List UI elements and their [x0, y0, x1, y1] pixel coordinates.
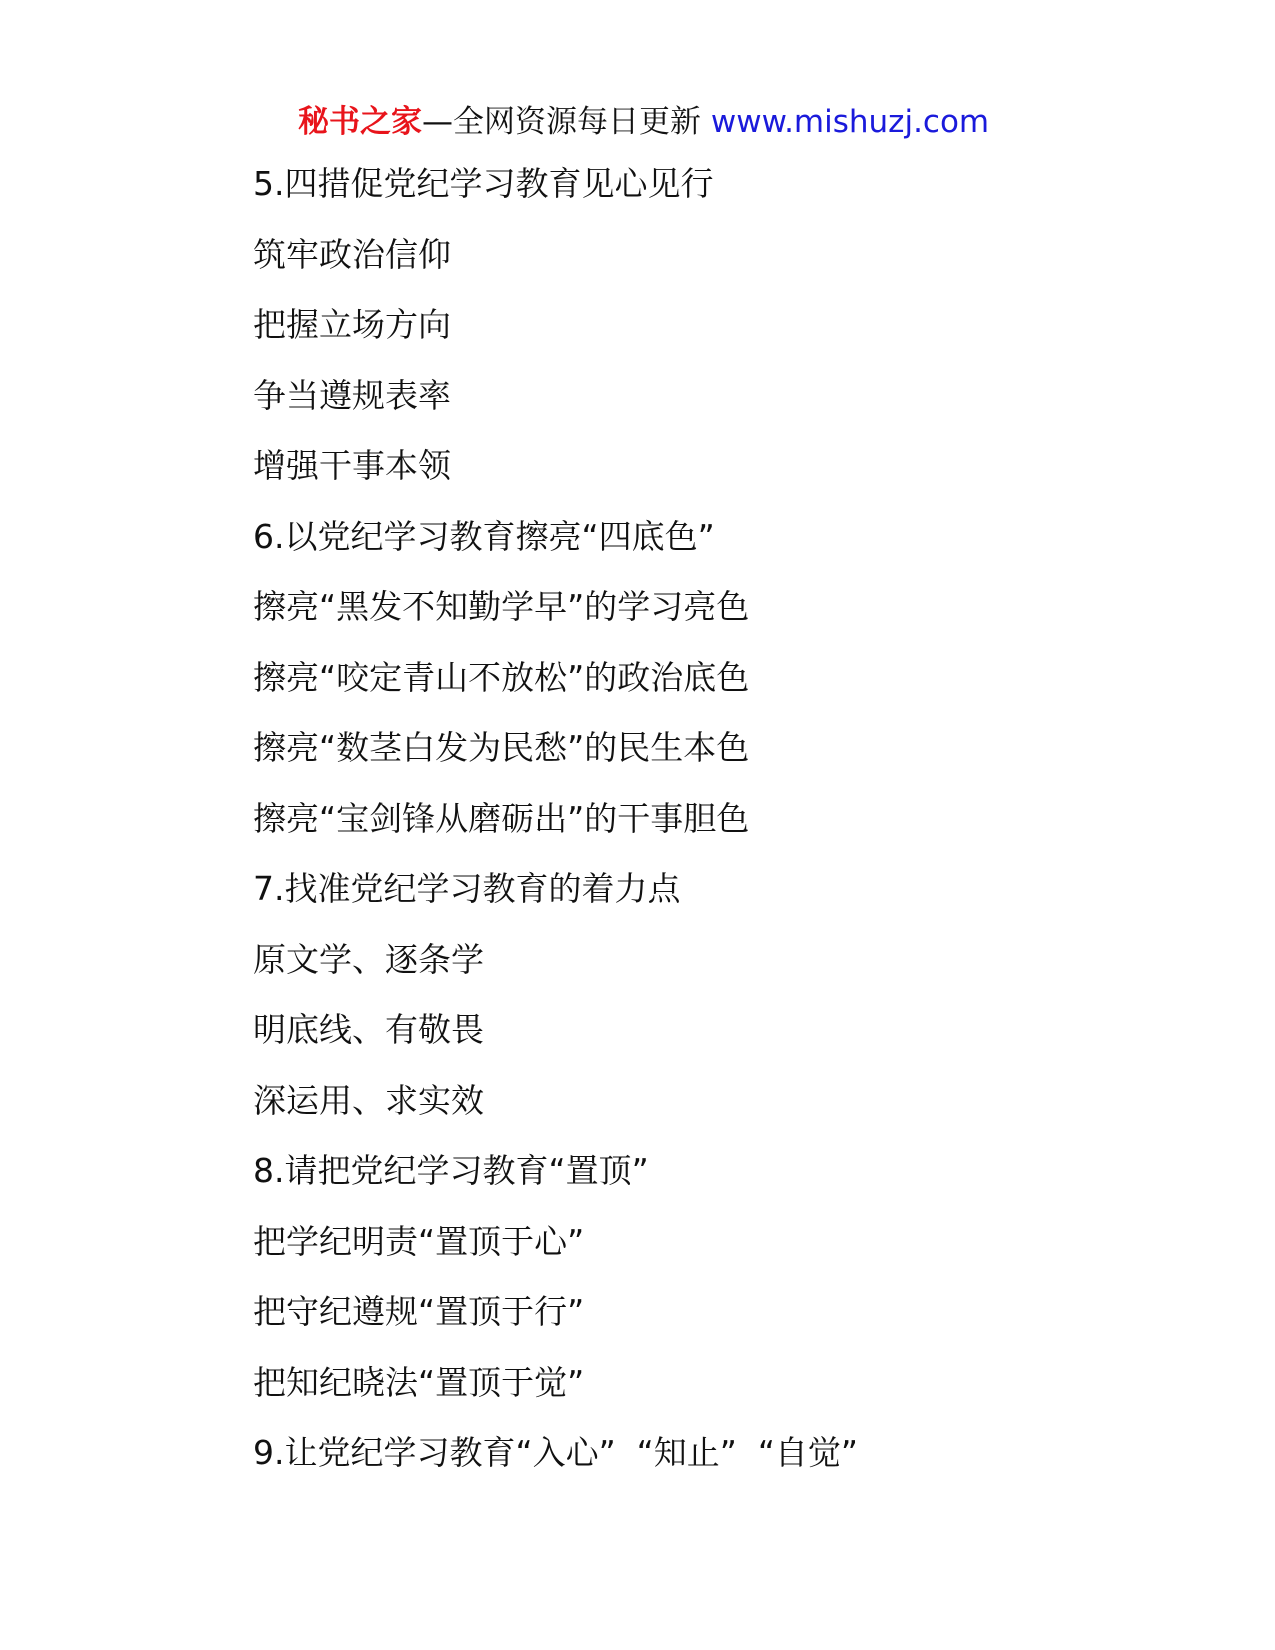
document-body [253, 158, 1153, 1498]
list-item: 把握立场方向 [253, 305, 451, 344]
list-item: 擦亮“宝剑锋从磨砺出”的干事胆色 [253, 798, 750, 838]
list-item: 明底线、有敬畏 [253, 1010, 484, 1049]
brand-name: 秘书之家 [298, 104, 422, 140]
list-item: 把知纪晓法“置顶于觉” [253, 1362, 585, 1402]
list-item: 把守纪遵规“置顶于行” [253, 1292, 585, 1331]
section-heading-8: 8.请把党纪学习教育“置顶” [253, 1151, 649, 1190]
page-header [298, 100, 989, 144]
section-heading-6: 6.以党纪学习教育擦亮“四底色” [253, 516, 715, 556]
list-item: 把学纪明责“置顶于心” [253, 1221, 585, 1261]
list-item: 筑牢政治信仰 [253, 234, 451, 274]
section-heading-7: 7.找准党纪学习教育的着力点 [253, 869, 681, 908]
site-url-link[interactable]: www.mishuzj.com [710, 104, 990, 140]
list-item: 深运用、求实效 [253, 1080, 484, 1120]
list-item: 擦亮“黑发不知勤学早”的学习亮色 [253, 587, 750, 626]
list-item: 擦亮“数茎白发为民愁”的民生本色 [253, 728, 750, 767]
list-item: 争当遵规表率 [253, 375, 451, 415]
section-heading-9: 9.让党纪学习教育“入心” “知止” “自觉” [253, 1433, 859, 1472]
section-heading-5: 5.四措促党纪学习教育见心见行 [253, 164, 714, 203]
header-tagline: —全网资源每日更新 [422, 104, 711, 140]
list-item: 增强干事本领 [253, 446, 451, 485]
list-item: 原文学、逐条学 [253, 939, 484, 979]
list-item: 擦亮“咬定青山不放松”的政治底色 [253, 657, 750, 697]
